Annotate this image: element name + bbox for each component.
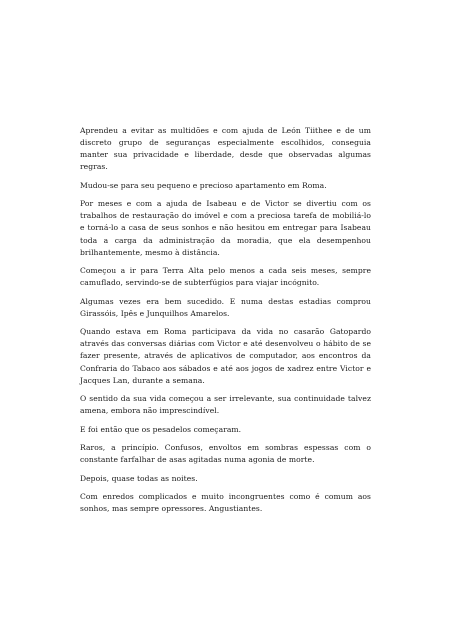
paragraph-4: Começou a ir para Terra Alta pelo menos a cada seis meses, sempre camuflado, servindo-se de subterfúgios para viajar incógnito. xyxy=(80,266,371,288)
paragraph-11: Com enredos complicados e muito incongruentes como é comum aos sonhos, mas sempre opressores. Angustiantes. xyxy=(80,492,371,514)
paragraph-2: Mudou-se para seu pequeno e precioso apartamento em Roma. xyxy=(80,180,327,190)
paragraph-5: Algumas vezes era bem sucedido. E numa destas estadias comprou Girassóis, Ipês e Junquilhos Amarelos. xyxy=(80,296,371,318)
paragraph-3: Por meses e com a ajuda de Isabeau e de Victor se divertiu com os trabalhos de restauração do imóvel e com a preciosa tarefa de mobiliá-lo e torná-lo a casa de seus sonhos e não hesitou em entregar para Isabeau toda a carga da administração da moradia, que ela desempenhou brilhantemente, mesmo à distância. xyxy=(80,199,371,257)
paragraph-8: E foi então que os pesadelos começaram. xyxy=(80,424,242,434)
paragraph-7: O sentido da sua vida começou a ser irrelevante, sua continuidade talvez amena, embora não imprescindível. xyxy=(80,394,371,416)
paragraph-10: Depois, quase todas as noites. xyxy=(80,473,198,483)
paragraph-9: Raros, a princípio. Confusos, envoltos em sombras espessas com o constante farfalhar de asas agitadas numa agonia de morte. xyxy=(80,443,371,465)
paragraph-6: Quando estava em Roma participava da vida no casarão Gatopardo através das conversas diárias com Victor e até desenvolveu o hábito de se fazer presente, através de aplicativos de computador, aos encontros da Confraria do Tabaco aos sábados e até aos jogos de xadrez entre Victor e Jacques Lan, durante a semana. xyxy=(80,327,371,385)
body-text xyxy=(80,125,371,522)
paragraph-1: Aprendeu a evitar as multidões e com ajuda de León Tiithee e de um discreto grupo de seguranças especialmente escolhidos, conseguia manter sua privacidade e liberdade, desde que observadas algumas regras. xyxy=(80,126,371,172)
